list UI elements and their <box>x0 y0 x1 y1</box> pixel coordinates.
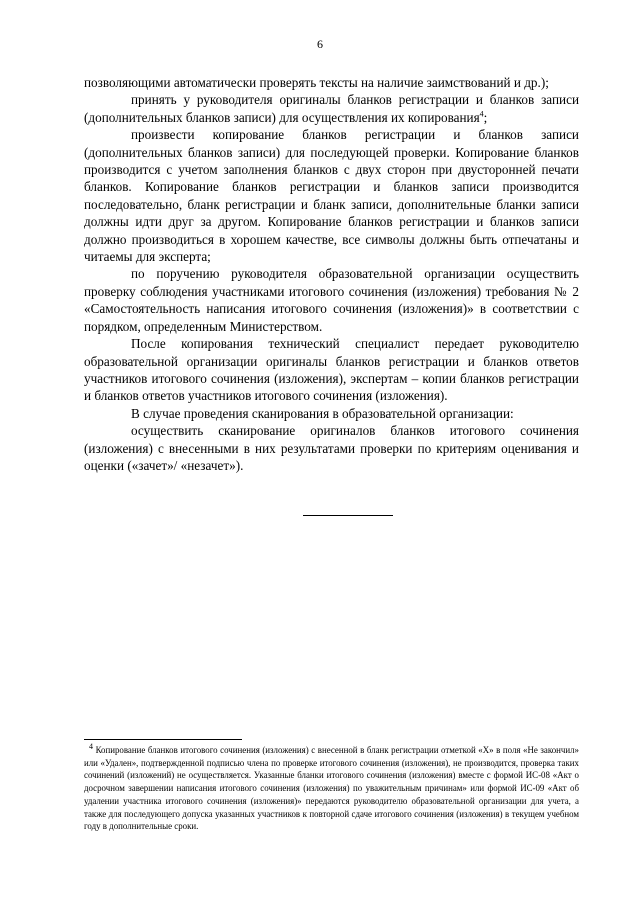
paragraph-6: В случае проведения сканирования в образовательной организации: <box>131 405 514 421</box>
paragraph-2-end: ; <box>483 109 488 125</box>
footnote-number: 4 <box>89 742 93 752</box>
paragraph-5: После копирования технический специалист передает руководителю образовательной организации оригиналы бланков регистрации и бланков ответов участников итогового сочинения (изложения), экспертам – копии бланков регистрации и бланков ответов участников итогового сочинения (изложения). <box>84 336 579 404</box>
paragraph-1: позволяющими автоматически проверять тексты на наличие заимствований и др.); <box>84 75 549 90</box>
footnote-text: Копирование бланков итогового сочинения (изложения) с внесенной в бланк регистрации отметкой «Х» в поля «Не закончил» или «Удален», подтвержденной подписью члена по проверке итогового сочинения (изложения), не производится, проверка таких сочинений (изложений) не осуществляется. Указанные бланки итогового сочинения (изложения) вместе с формой ИС-08 «Акт о досрочном завершении написания итогового сочинения (изложения) по уважительным причинам» или формой ИС-09 «Акт об удалении участника итогового сочинения (изложения)» передаются руководителю образовательной организации для учета, а также для последующего допуска указанных участников к повторной сдаче итогового сочинения (изложения) в текущем учебном году в дополнительные сроки. <box>84 745 579 832</box>
section-divider <box>303 515 393 516</box>
page-number: 6 <box>317 37 323 51</box>
footnote-reference[interactable]: 4 <box>479 109 484 119</box>
paragraph-3: произвести копирование бланков регистрации и бланков записи (дополнительных бланков записи) для последующей проверки. Копирование бланков производится с учетом заполнения бланков с двух сторон при двусторонней печати бланков. Копирование бланков регистрации и бланков записи производится последовательно, бланк регистрации и бланк записи, дополнительные бланки записи должны идти друг за другом. Копирование бланков регистрации и бланков записи должно производиться в хорошем качестве, все символы должны быть отпечатаны и читаемы для эксперта; <box>84 127 579 265</box>
document-body <box>84 74 579 474</box>
paragraph-2 <box>84 91 579 126</box>
paragraph-2-text: принять у руководителя оригиналы бланков регистрации и бланков записи (дополнительных бланков записи) для осуществления их копирования <box>84 92 579 125</box>
footnote <box>84 744 579 833</box>
paragraph-7: осуществить сканирование оригиналов бланков итогового сочинения (изложения) с внесенными в них результатами проверки по критериям оценивания и оценки («зачет»/ «незачет»). <box>84 423 579 473</box>
footnote-divider <box>84 739 242 740</box>
paragraph-4: по поручению руководителя образовательной организации осуществить проверку соблюдения участниками итогового сочинения (изложения) требования № 2 «Самостоятельность написания итогового сочинения (изложения)» в соответствии с порядком, определенным Министерством. <box>84 266 579 334</box>
